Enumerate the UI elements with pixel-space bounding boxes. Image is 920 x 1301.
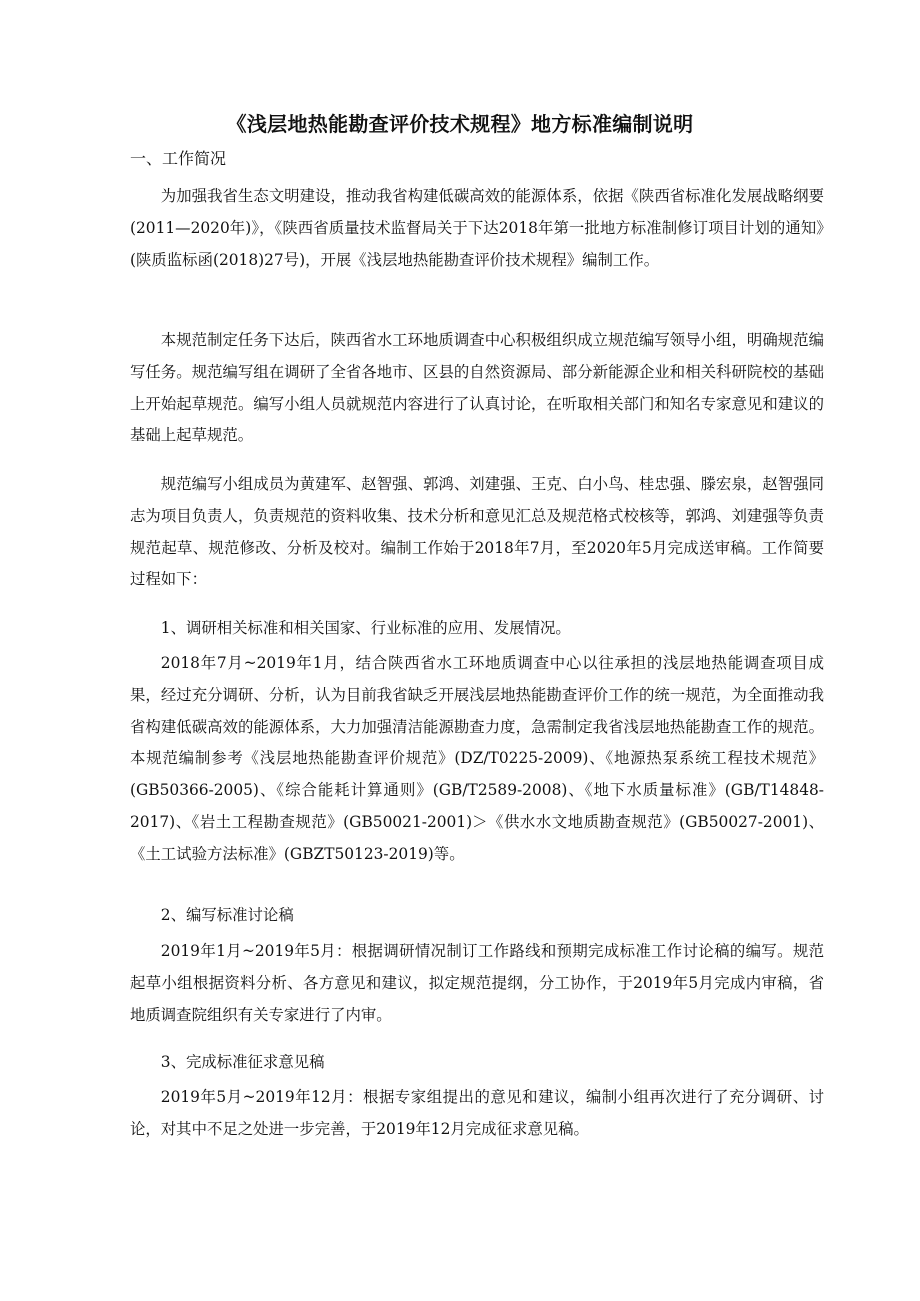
- paragraph-background: 为加强我省生态文明建设，推动我省构建低碳高效的能源体系，依据《陕西省标准化发展战略纲要(2011—2020年)》，《陕西省质量技术监督局关于下达2018年第一批地方标准制修订项目计划的通知》(陕质监标函(2018)27号)，开展《浅层地热能勘查评价技术规程》编制工作。: [130, 187, 824, 269]
- section-heading-work-overview: 一、工作简况: [130, 149, 227, 168]
- item-1-research-heading: 1、调研相关标准和相关国家、行业标准的应用、发展情况。: [160, 619, 571, 637]
- paragraph-draft-details: 2019年1月~2019年5月：根据调研情况制订工作路线和预期完成标准工作讨论稿的编写。规范起草小组根据资料分析、各方意见和建议，拟定规范提纲，分工协作，于2019年5月完成内审稿，省地质调查院组织有关专家进行了内审。: [130, 942, 824, 1024]
- paragraph-team-members: 规范编写小组成员为黄建军、赵智强、郭鸿、刘建强、王克、白小鸟、桂忠强、滕宏泉，赵智强同志为项目负责人，负责规范的资料收集、技术分析和意见汇总及规范格式校核等，郭鸿、刘建强等负责规范起草、规范修改、分析及校对。编制工作始于2018年7月，至2020年5月完成送审稿。工作简要过程如下：: [130, 475, 824, 589]
- document-title: 《浅层地热能勘查评价技术规程》地方标准编制说明: [226, 112, 694, 136]
- item-3-consultation-heading: 3、完成标准征求意见稿: [160, 1053, 325, 1071]
- item-2-draft-heading: 2、编写标准讨论稿: [160, 906, 294, 924]
- paragraph-research-details: 2018年7月~2019年1月，结合陕西省水工环地质调查中心以往承担的浅层地热能调查项目成果，经过充分调研、分析，认为目前我省缺乏开展浅层地热能勘查评价工作的统一规范，为全面推动我省构建低碳高效的能源体系，大力加强清洁能源勘查力度，急需制定我省浅层地热能勘查工作的规范。本规范编制参考《浅层地热能勘查评价规范》(DZ/T0225-2009)、《地源热泵系统工程技术规范》(GB50366-2005)、《综合能耗计算通则》(GB/T2589-2008)、《地下水质量标准》(GB/T14848-2017)、《岩土工程勘查规范》(GB50021-2001)＞《供水水文地质勘查规范》(GB50027-2001)、《土工试验方法标准》(GBZT50123-2019)等。: [130, 654, 824, 863]
- paragraph-consultation-details: 2019年5月~2019年12月：根据专家组提出的意见和建议，编制小组再次进行了充分调研、讨论，对其中不足之处进一步完善，于2019年12月完成征求意见稿。: [130, 1088, 824, 1138]
- paragraph-task-assignment: 本规范制定任务下达后，陕西省水工环地质调查中心积极组织成立规范编写领导小组，明确规范编写任务。规范编写组在调研了全省各地市、区县的自然资源局、部分新能源企业和相关科研院校的基础上开始起草规范。编写小组人员就规范内容进行了认真讨论，在听取相关部门和知名专家意见和建议的基础上起草规范。: [130, 331, 824, 445]
